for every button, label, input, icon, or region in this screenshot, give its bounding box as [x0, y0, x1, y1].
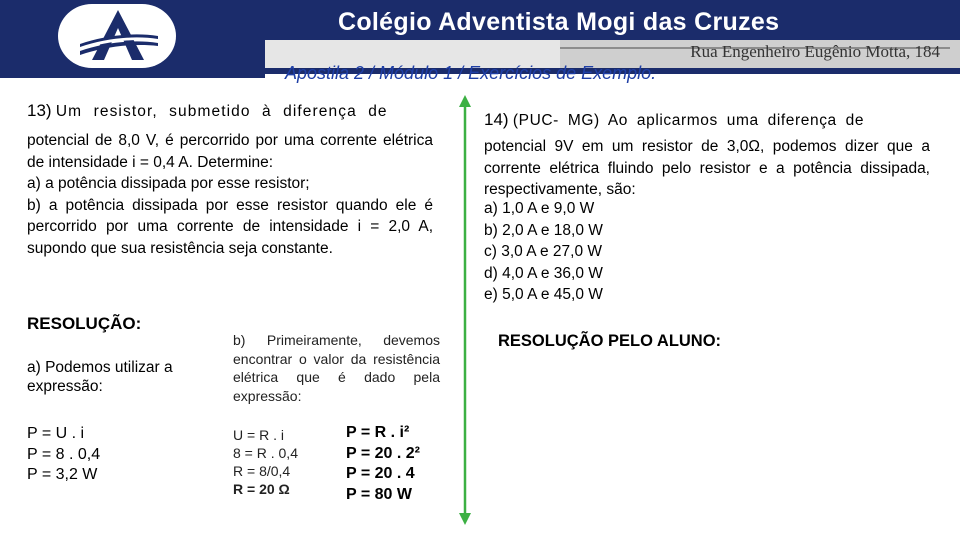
q13-statement: potencial de 8,0 V, é percorrido por uma corrente elétrica de intensidade i = 0,4 A. Determine: [27, 132, 433, 171]
equation-line: P = 20 . 4 [346, 465, 415, 482]
equation-line: P = 80 W [346, 485, 412, 503]
resolution-a-equations [27, 424, 100, 486]
resolution-title: RESOLUÇÃO: [27, 314, 142, 333]
resolution-b-resistance [233, 426, 298, 498]
equation-line: P = 3,2 W [27, 466, 98, 483]
equation-line: R = 20 Ω [233, 481, 290, 497]
q14-first-line [484, 110, 930, 130]
school-address: Rua Engenheiro Eugênio Motta, 184 [690, 42, 940, 61]
q14-option: e) 5,0 A e 45,0 W [484, 286, 603, 303]
equation-line: R = 8/0,4 [233, 463, 291, 479]
resolution-b-text: b) Primeiramente, devemos encontrar o valor da resistência elétrica que é dado pela expressão: [233, 332, 440, 404]
page-title: Apostila 2 / Módulo 1 / Exercícios de Exemplo. [285, 63, 657, 83]
q14-first-text: (PUC- MG) Ao aplicarmos uma diferença de [512, 112, 865, 129]
q13-body [27, 130, 433, 259]
q14-options [484, 198, 603, 306]
q14-body [484, 136, 930, 201]
q13-item-b: b) a potência dissipada por esse resistor quando ele é percorrido por uma corrente de intensidade i = 2,0 A, supondo que sua resistência seja constante. [27, 196, 433, 257]
q14-option: d) 4,0 A e 36,0 W [484, 264, 603, 282]
q13-number: 13) [27, 101, 52, 120]
q13-first-line [27, 101, 433, 121]
q14-option: b) 2,0 A e 18,0 W [484, 221, 603, 239]
q14-option: c) 3,0 A e 27,0 W [484, 243, 603, 260]
q14-option: a) 1,0 A e 9,0 W [484, 200, 595, 217]
student-resolution-title: RESOLUÇÃO PELO ALUNO: [498, 332, 722, 350]
equation-line: P = R . i² [346, 424, 410, 441]
q14-statement: potencial 9V em um resistor de 3,0Ω, podemos dizer que a corrente elétrica fluindo pelo resistor e a potência dissipada, respectivamente, são: [484, 138, 930, 198]
equation-line: P = 20 . 2² [346, 444, 420, 462]
resolution-b-power [346, 423, 420, 505]
q13-item-a: a) a potência dissipada por esse resistor; [27, 175, 310, 192]
equation-line: P = 8 . 0,4 [27, 445, 101, 463]
school-logo-icon [74, 6, 162, 66]
header-banner-tail [0, 74, 265, 78]
equation-line: 8 = R . 0,4 [233, 445, 298, 461]
resolution-a-text: a) Podemos utilizar a expressão: [27, 359, 173, 395]
school-name: Colégio Adventista Mogi das Cruzes [338, 8, 780, 36]
equation-line: P = U . i [27, 425, 85, 442]
column-divider-arrow [458, 95, 472, 525]
q14-number: 14) [484, 110, 509, 129]
q13-first-text: Um resistor, submetido à diferença de [55, 103, 388, 120]
equation-line: U = R . i [233, 427, 284, 443]
